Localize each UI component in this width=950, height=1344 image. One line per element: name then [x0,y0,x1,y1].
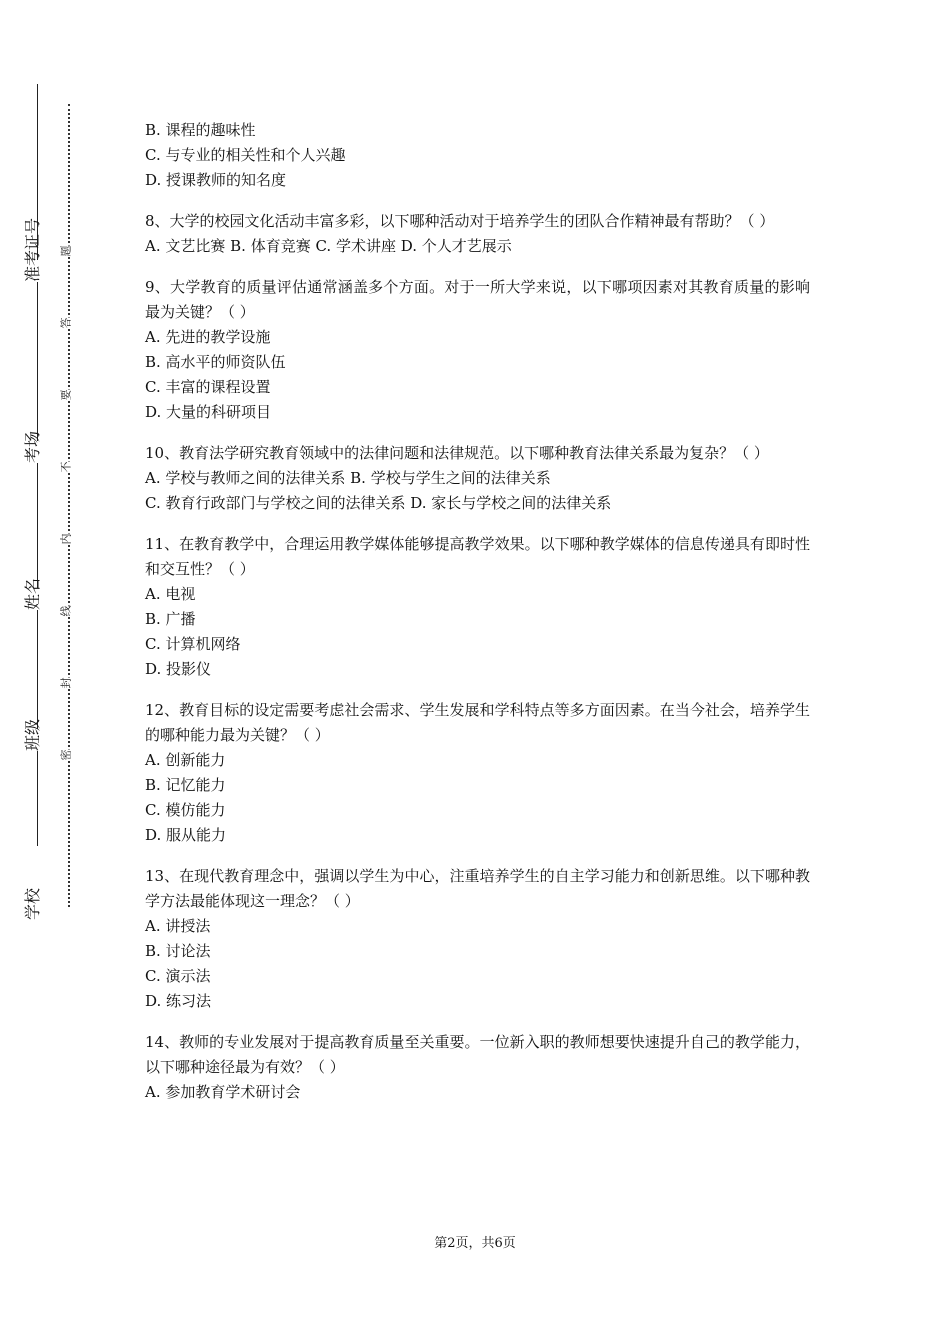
option: D. 大量的科研项目 [145,403,272,421]
page-footer: 第2页，共6页 [434,1236,516,1251]
question-stem: 14、教师的专业发展对于提高教育质量至关重要。一位新入职的教师想要快速提升自己的教学能力，以下哪种途径最为有效？（ ） [145,1033,810,1076]
seal-dotted-line [68,104,70,907]
option: A. 参加教育学术研讨会 [145,1083,301,1101]
question-10 [145,441,810,516]
field-exam-room: 考场 [23,430,42,463]
question-11 [145,532,810,682]
option: A. 创新能力 [145,751,226,769]
seal-char: 封 [59,677,73,689]
option: A. 电视 [145,585,196,603]
option: A. 先进的教学设施 [145,328,271,346]
question-stem: 8、大学的校园文化活动丰富多彩，以下哪种活动对于培养学生的团队合作精神最有帮助？（ ） [145,212,775,230]
option-row: A. 文艺比赛 B. 体育竞赛 C. 学术讲座 D. 个人才艺展示 [145,237,512,255]
question-stem: 12、教育目标的设定需要考虑社会需求、学生发展和学科特点等多方面因素。在当今社会，培养学生的哪种能力最为关键？（ ） [145,701,810,744]
option: C. 演示法 [145,967,211,985]
option: C. 计算机网络 [145,635,241,653]
option: B. 高水平的师资队伍 [145,353,286,371]
question-8 [145,209,810,259]
exam-content [145,118,810,1121]
option: B. 广播 [145,610,196,628]
field-class: 班级 [23,718,42,751]
option: B. 记忆能力 [145,776,226,794]
option: C. 模仿能力 [145,801,226,819]
option: D. 投影仪 [145,660,212,678]
field-name: 姓名 [23,577,42,610]
option: C. 与专业的相关性和个人兴趣 [145,146,346,164]
question-stem: 13、在现代教育理念中，强调以学生为中心，注重培养学生的自主学习能力和创新思维。以下哪种教学方法最能体现这一理念？（ ） [145,867,810,910]
question-13 [145,864,810,1014]
option: B. 讨论法 [145,942,211,960]
seal-char: 题 [59,245,73,257]
question-stem: 9、大学教育的质量评估通常涵盖多个方面。对于一所大学来说，以下哪项因素对其教育质量的影响最为关键？（ ） [145,278,810,321]
question-stem: 10、教育法学研究教育领域中的法律问题和法律规范。以下哪种教育法律关系最为复杂？（ ） [145,444,769,462]
option: C. 丰富的课程设置 [145,378,271,396]
option: A. 讲授法 [145,917,211,935]
field-admission-number: 准考证号 [23,217,42,282]
option: D. 服从能力 [145,826,227,844]
question-9 [145,275,810,425]
question-14 [145,1030,810,1105]
seal-char: 内 [59,533,73,545]
option: D. 授课教师的知名度 [145,171,287,189]
seal-char: 要 [59,389,73,401]
seal-char: 不 [59,461,73,473]
question-12 [145,698,810,848]
option: B. 课程的趣味性 [145,121,256,139]
option: D. 练习法 [145,992,212,1010]
option-row: A. 学校与教师之间的法律关系 B. 学校与学生之间的法律关系 [145,469,551,487]
seal-char: 密 [59,749,73,761]
seal-char: 线 [59,605,73,617]
option-row: C. 教育行政部门与学校之间的法律关系 D. 家长与学校之间的法律关系 [145,494,612,512]
seal-char: 答 [59,317,73,329]
continued-question [145,118,810,193]
question-stem: 11、在教育教学中，合理运用教学媒体能够提高教学效果。以下哪种教学媒体的信息传递具有即时性和交互性？（ ） [145,535,810,578]
field-school: 学校 [23,887,42,920]
